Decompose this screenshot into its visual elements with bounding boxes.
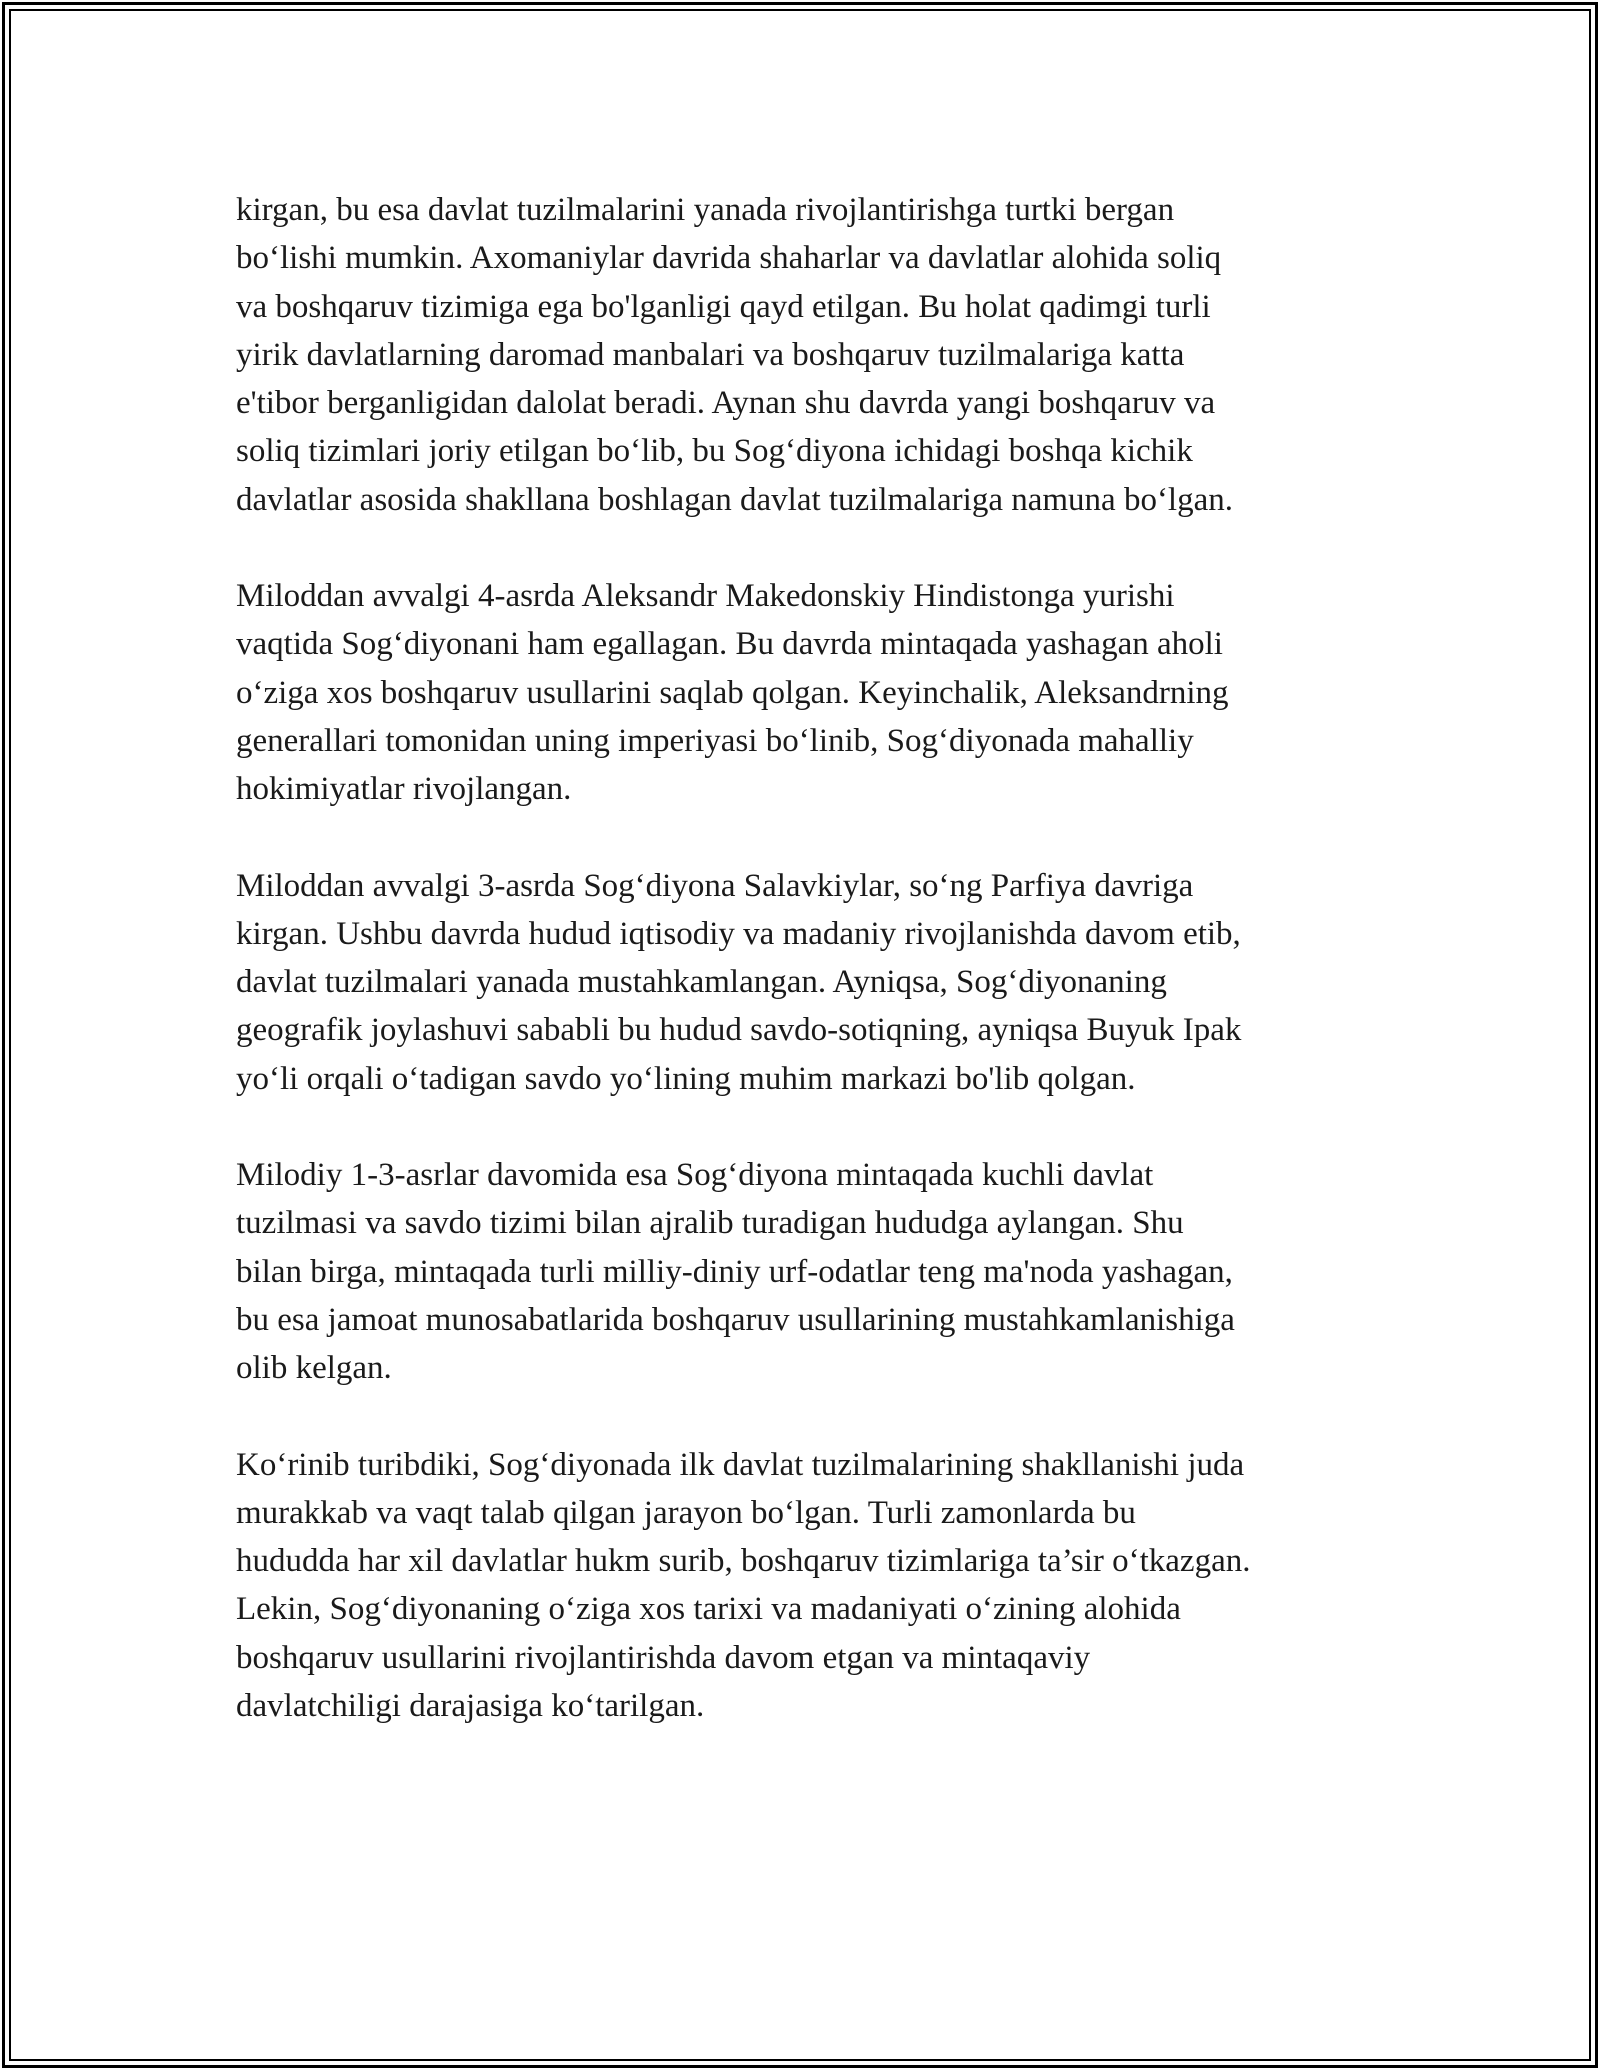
document-body xyxy=(236,186,1386,1778)
text-line: va boshqaruv tizimiga ega bo'lganligi qayd etilgan. Bu holat qadimgi turli xyxy=(236,288,1211,325)
paragraph-5 xyxy=(236,1441,1386,1731)
text-line: boshqaruv usullarini rivojlantirishda davom etgan va mintaqaviy xyxy=(236,1639,1091,1676)
text-line: davlat tuzilmalari yanada mustahkamlangan. Ayniqsa, Sog‘diyonaning xyxy=(236,964,1167,1001)
text-line: vaqtida Sog‘diyonani ham egallagan. Bu davrda mintaqada yashagan aholi xyxy=(236,626,1223,663)
text-line: generallari tomonidan uning imperiyasi bo‘linib, Sog‘diyonada mahalliy xyxy=(236,722,1194,759)
text-line: tuzilmasi va savdo tizimi bilan ajralib turadigan hududga aylangan. Shu xyxy=(236,1205,1184,1242)
text-line: Ko‘rinib turibdiki, Sog‘diyonada ilk davlat tuzilmalarining shakllanishi juda xyxy=(236,1446,1245,1483)
text-line: soliq tizimlari joriy etilgan bo‘lib, bu Sog‘diyona ichidagi boshqa kichik xyxy=(236,433,1193,470)
text-line: geografik joylashuvi sababli bu hudud savdo-sotiqning, ayniqsa Buyuk Ipak xyxy=(236,1012,1242,1049)
text-line: hududda har xil davlatlar hukm surib, boshqaruv tizimlariga ta’sir o‘tkazgan. xyxy=(236,1543,1251,1580)
paragraph-1 xyxy=(236,186,1386,524)
text-line: bilan birga, mintaqada turli milliy-diniy urf-odatlar teng ma'noda yashagan, xyxy=(236,1253,1233,1290)
text-line: Milodiy 1-3-asrlar davomida esa Sog‘diyona mintaqada kuchli davlat xyxy=(236,1157,1154,1194)
paragraph-3 xyxy=(236,862,1386,1103)
text-line: kirgan. Ushbu davrda hudud iqtisodiy va madaniy rivojlanishda davom etib, xyxy=(236,915,1241,952)
text-line: o‘ziga xos boshqaruv usullarini saqlab qolgan. Keyinchalik, Aleksandrning xyxy=(236,674,1229,711)
text-line: e'tibor berganligidan dalolat beradi. Aynan shu davrda yangi boshqaruv va xyxy=(236,385,1216,422)
text-line: bu esa jamoat munosabatlarida boshqaruv usullarining mustahkamlanishiga xyxy=(236,1301,1235,1338)
text-line: davlatchiligi darajasiga ko‘tarilgan. xyxy=(236,1688,705,1725)
text-line: bo‘lishi mumkin. Axomaniylar davrida shaharlar va davlatlar alohida soliq xyxy=(236,240,1222,277)
text-line: Lekin, Sog‘diyonaning o‘ziga xos tarixi va madaniyati o‘zining alohida xyxy=(236,1591,1181,1628)
text-line: hokimiyatlar rivojlangan. xyxy=(236,771,572,808)
text-line: Miloddan avvalgi 4-asrda Aleksandr Makedonskiy Hindistonga yurishi xyxy=(236,578,1175,615)
text-line: Miloddan avvalgi 3-asrda Sog‘diyona Salavkiylar, so‘ng Parfiya davriga xyxy=(236,867,1194,904)
text-line: yo‘li orqali o‘tadigan savdo yo‘lining muhim markazi bo'lib qolgan. xyxy=(236,1060,1136,1097)
text-line: murakkab va vaqt talab qilgan jarayon bo‘lgan. Turli zamonlarda bu xyxy=(236,1494,1136,1531)
text-line: olib kelgan. xyxy=(236,1350,392,1387)
text-line: yirik davlatlarning daromad manbalari va boshqaruv tuzilmalariga katta xyxy=(236,336,1185,373)
text-line: kirgan, bu esa davlat tuzilmalarini yanada rivojlantirishga turtki bergan xyxy=(236,192,1175,228)
text-line: davlatlar asosida shakllana boshlagan davlat tuzilmalariga namuna bo‘lgan. xyxy=(236,481,1233,518)
paragraph-2 xyxy=(236,572,1386,813)
paragraph-4 xyxy=(236,1151,1386,1392)
